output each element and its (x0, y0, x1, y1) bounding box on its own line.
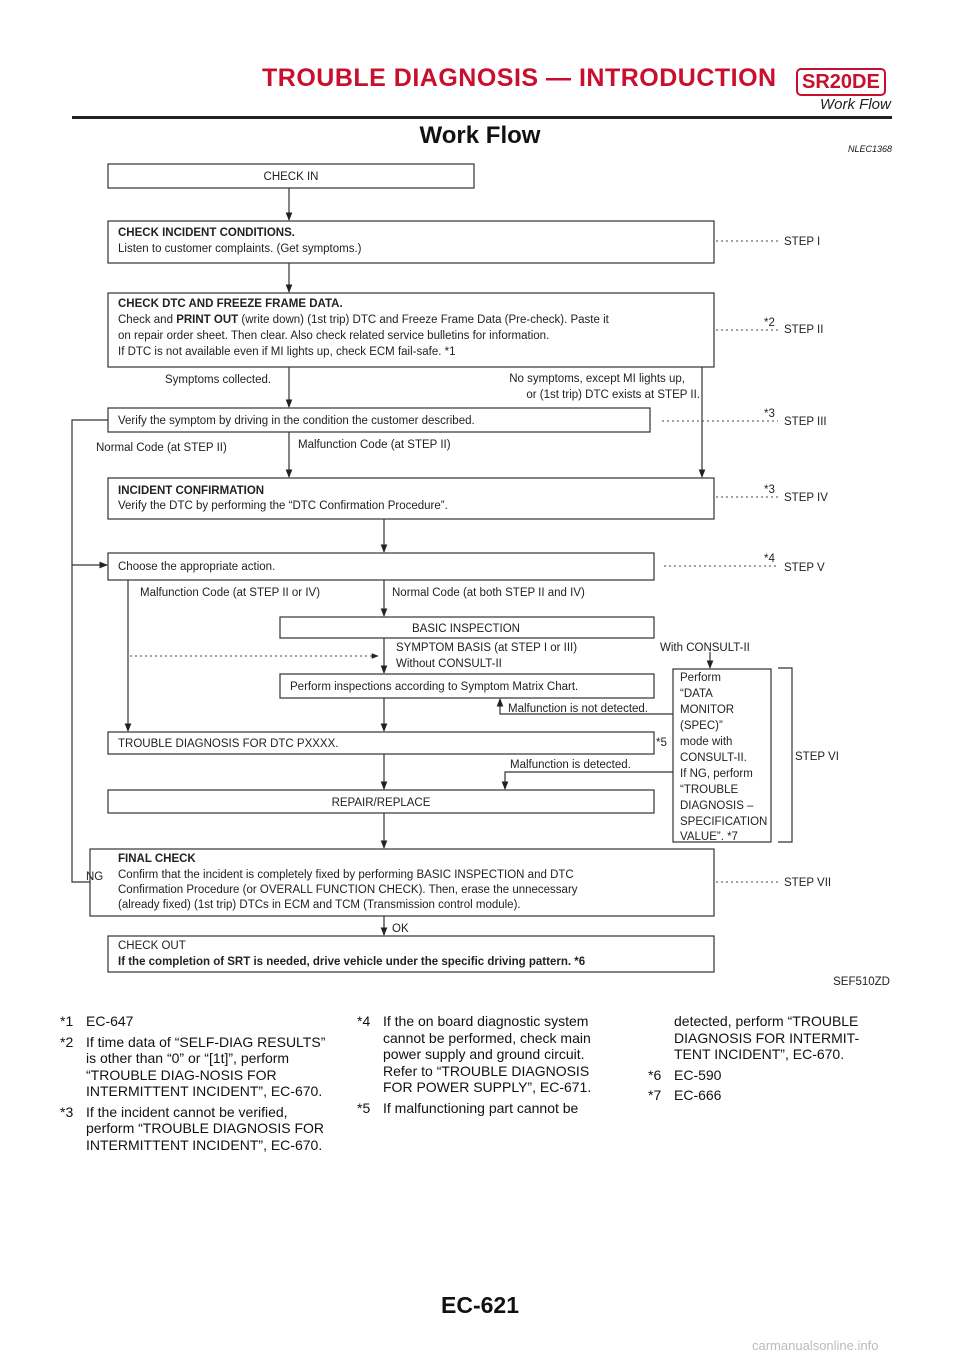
step-3-marker: *3 (764, 408, 775, 420)
notes-column-1 (60, 1013, 328, 1157)
confirmation-text: Verify the DTC by performing the “DTC Confirmation Procedure”. (118, 500, 448, 512)
with-consult-label: With CONSULT-II (660, 642, 750, 654)
check-out-title: CHECK OUT (118, 940, 186, 952)
note-5-continued: detected, perform “TROUBLE DIAGNOSIS FOR INTERMIT-TENT INCIDENT”, EC-670. (674, 1013, 860, 1062)
step-7-label: STEP VII (784, 877, 832, 889)
note-5: *5 If malfunctioning part cannot be (357, 1099, 579, 1116)
watermark: carmanualsonline.info (752, 1338, 879, 1353)
not-detected-label: Malfunction is not detected. (508, 703, 648, 715)
svg-text:VALUE”. *7: VALUE”. *7 (680, 831, 738, 843)
without-consult-label: Without CONSULT-II (396, 658, 502, 670)
matrix-label: Perform inspections according to Symptom Matrix Chart. (290, 681, 579, 693)
dtc-title: CHECK DTC AND FREEZE FRAME DATA. (118, 298, 343, 310)
no-symptoms-line2: or (1st trip) DTC exists at STEP II. (526, 389, 700, 401)
step-5-marker: *4 (764, 553, 775, 565)
note-4: *4 If the on board diagnostic system cannot be performed, check main power supply and ground circuit. Refer to “TROUBLE DIAGNOSIS FOR POWER SUPPLY”, EC-671. (357, 1013, 592, 1095)
svg-text:“TROUBLE: “TROUBLE (680, 784, 739, 796)
svg-text:If NG, perform: If NG, perform (680, 768, 753, 780)
confirmation-title: INCIDENT CONFIRMATION (118, 485, 265, 497)
svg-text:(SPEC)”: (SPEC)” (680, 720, 723, 732)
header-subtitle: Work Flow (820, 96, 891, 113)
page-title: Work Flow (419, 122, 541, 149)
final-check-title: FINAL CHECK (118, 853, 196, 865)
check-out-text: If the completion of SRT is needed, drive vehicle under the specific driving pattern. *6 (118, 956, 586, 968)
step-5-label: STEP V (784, 562, 825, 574)
detected-label: Malfunction is detected. (510, 759, 631, 771)
trouble-dtc-label: TROUBLE DIAGNOSIS FOR DTC PXXXX. (118, 738, 339, 750)
dtc-line3: If DTC is not available even if MI lights up, check ECM fail-safe. *1 (118, 346, 456, 358)
normal-code-label: Normal Code (at STEP II) (96, 442, 227, 454)
svg-text:“DATA: “DATA (680, 688, 713, 700)
page-number: EC-621 (441, 1292, 519, 1318)
svg-text:mode with: mode with (680, 736, 733, 748)
svg-text:MONITOR: MONITOR (680, 704, 735, 716)
check-in-label: CHECK IN (263, 171, 319, 183)
final-check-line1: Confirm that the incident is completely fixed by performing BASIC INSPECTION and DTC (118, 869, 574, 881)
engine-badge: SR20DE (796, 68, 886, 96)
step-3-label: STEP III (784, 416, 827, 428)
step-4-marker: *3 (764, 484, 775, 496)
svg-text:DIAGNOSIS –: DIAGNOSIS – (680, 800, 754, 812)
notes-column-3 (648, 1013, 888, 1108)
note-1: *1 EC-647 (60, 1013, 134, 1029)
svg-text:Perform: Perform (680, 672, 721, 684)
verify-label: Verify the symptom by driving in the condition the customer described. (118, 415, 475, 427)
step-4-label: STEP IV (784, 492, 828, 504)
basic-inspection-label: BASIC INSPECTION (412, 623, 520, 635)
step-2-marker: *2 (764, 317, 775, 329)
note-3: *3 If the incident cannot be verified, perform “TROUBLE DIAGNOSIS FOR INTERMITTENT INCIDENT”, EC-670. (60, 1103, 325, 1153)
final-check-line2: Confirmation Procedure (or OVERALL FUNCTION CHECK). Then, erase the unnecessary (118, 884, 578, 896)
malfunction-code-2-label: Malfunction Code (at STEP II or IV) (140, 587, 321, 599)
note-2: *2 If time data of “SELF-DIAG RESULTS” is other than “0” or “[1t]”, perform “TROUBLE DIAG-NOSIS FOR INTERMITTENT INCIDENT”, EC-670. (60, 1033, 326, 1099)
dtc-line1: Check and PRINT OUT (write down) (1st trip) DTC and Freeze Frame Data (Pre-check). Paste it (118, 314, 609, 326)
ok-label: OK (392, 923, 409, 935)
incident-text: Listen to customer complaints. (Get symptoms.) (118, 243, 362, 255)
malfunction-code-label: Malfunction Code (at STEP II) (298, 439, 451, 451)
no-symptoms-line1: No symptoms, except MI lights up, (509, 373, 685, 385)
note-6: *6 EC-590 (648, 1066, 722, 1083)
header-title: TROUBLE DIAGNOSIS — INTRODUCTION (262, 64, 777, 92)
note-7: *7 EC-666 (648, 1087, 722, 1103)
incident-title: CHECK INCIDENT CONDITIONS. (118, 227, 295, 239)
final-check-line3: (already fixed) (1st trip) DTCs in ECM and TCM (Transmission control module). (118, 899, 521, 911)
svg-text:SPECIFICATION: SPECIFICATION (680, 816, 768, 828)
step-1-label: STEP I (784, 236, 821, 248)
ng-label: NG (86, 871, 104, 883)
symptom-basis-label: SYMPTOM BASIS (at STEP I or III) (396, 642, 578, 654)
symptoms-collected-label: Symptoms collected. (165, 374, 272, 386)
note-5-marker: *5 (656, 737, 667, 749)
step-2-label: STEP II (784, 324, 824, 336)
choose-label: Choose the appropriate action. (118, 561, 276, 573)
figure-code: SEF510ZD (833, 976, 890, 988)
dtc-line2: on repair order sheet. Then clear. Also check related service bulletins for information. (118, 330, 550, 342)
repair-label: REPAIR/REPLACE (331, 797, 431, 809)
notes-column-2 (357, 1013, 617, 1120)
svg-text:CONSULT-II.: CONSULT-II. (680, 752, 747, 764)
consult-box-text (680, 672, 767, 843)
step-6-label: STEP VI (795, 751, 839, 763)
reference-code: NLEC1368 (848, 144, 893, 154)
normal-code-2-label: Normal Code (at both STEP II and IV) (392, 587, 585, 599)
